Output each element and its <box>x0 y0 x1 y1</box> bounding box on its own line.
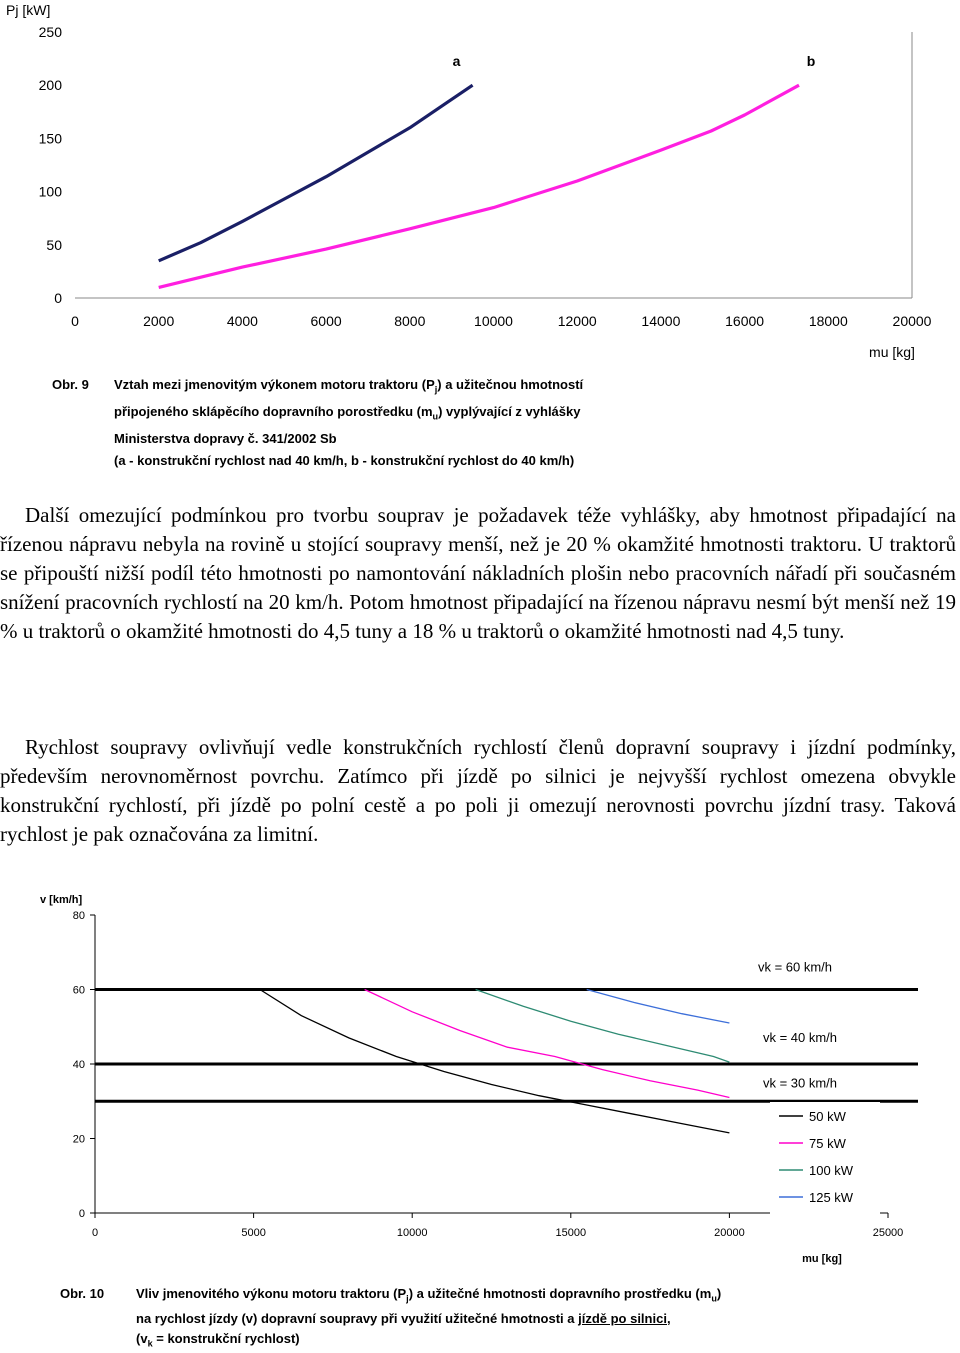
figure-2 <box>0 880 960 1280</box>
x-tick-label: 10000 <box>396 1227 428 1239</box>
x-axis-title: mu [kg] <box>869 344 915 360</box>
legend-label: 125 kW <box>809 1190 854 1205</box>
y-tick-label: 200 <box>38 77 62 94</box>
y-tick-label: 100 <box>38 183 62 200</box>
y-tick-label: 20 <box>72 1133 85 1146</box>
figure-2-caption-line1: Vliv jmenovitého výkonu motoru traktoru $(P_j)$ a užitečné hmotnosti dopravního prostředku $(m_u)$ <box>136 1286 722 1304</box>
x-tick-label: 0 <box>71 313 79 329</box>
y-tick-label: 40 <box>72 1059 85 1071</box>
y-tick-label: 0 <box>78 1208 85 1220</box>
paragraph-2-text: Rychlost soupravy ovlivňují vedle konstrukčních rychlostí členů dopravní soupravy i jízdní podmínky, především nerovnoměrnost povrchu. Zatímco při jízdě po silnici je nejvyšší rychlost omezena obvykle konstrukční rychlostí, při jízdě po polní cestě a po poli ji omezují nerovnosti povrchu jízdní trasy. Taková rychlost je pak označována za limitní. <box>0 735 956 846</box>
y-tick-label: 250 <box>38 24 62 40</box>
figure-1 <box>0 0 960 370</box>
figure-2-chart <box>0 880 960 1280</box>
figure-1-caption-line2: připojeného sklápěcího dopravního porostředku $(m_u)$ vyplývající z vyhlášky <box>114 404 581 422</box>
series-label-a: a <box>452 53 461 69</box>
x-tick-label: 20000 <box>714 1227 745 1239</box>
y-tick-label: 50 <box>46 236 62 253</box>
figure-2-caption-line2: na rychlost jízdy (v) dopravní soupravy při využití užitečné hmotnosti a jízdě po silnici, <box>136 1310 671 1326</box>
x-tick-label: 6000 <box>310 313 342 329</box>
paragraph-1-text: Další omezující podmínkou pro tvorbu souprav je požadavek téže vyhlášky, aby hmotnost připadající na řízenou nápravu nebyla na rovině u stojící soupravy menší, než je 20 % okamžité hmotnosti traktoru. U traktorů se připouští nižší podíl této hmotnosti po namontování nákladních plošin nebo pracovních nářadí při současném snížení pracovních rychlostí na 20 km/h. Potom hmotnost připadající na řízenou nápravu nesmí být menší než 19 % u traktorů o okamžité hmotnosti do 4,5 tuny a 18 % u traktorů o okamžité hmotnosti nad 4,5 tuny. <box>0 503 956 643</box>
series-line-a <box>159 85 473 261</box>
y-tick-label: 80 <box>72 910 85 922</box>
figure-1-caption-line4: (a - konstrukční rychlost nad 40 km/h, b - konstrukční rychlost do 40 km/h) <box>114 452 575 468</box>
limit-label: vk = 40 km/h <box>762 1030 838 1045</box>
x-tick-label: 15000 <box>555 1227 587 1239</box>
figure-1-caption-label: Obr. 9 <box>52 377 89 392</box>
figure-2-caption-label: Obr. 10 <box>60 1286 105 1301</box>
legend-label: 100 kW <box>809 1163 854 1178</box>
y-tick-label: 150 <box>38 130 62 147</box>
x-tick-label: 5000 <box>241 1227 266 1239</box>
figure-2-caption-line3: ($v_k$ = konstrukční rychlost) <box>136 1330 300 1349</box>
series-line <box>365 990 730 1098</box>
figure-1-chart <box>0 0 960 370</box>
series-line-b <box>159 85 799 287</box>
series-line <box>476 990 730 1063</box>
series-line <box>587 990 730 1024</box>
figure-1-caption-line1: Vztah mezi jmenovitým výkonem motoru traktoru $(P_j)$ a užitečnou hmotností <box>114 377 584 395</box>
series-label-b: b <box>806 53 816 69</box>
legend-label: 75 kW <box>809 1136 846 1151</box>
y-axis-title: Pj [kW] <box>6 2 51 18</box>
y-tick-label: 0 <box>54 290 62 306</box>
x-tick-label: 2000 <box>143 313 175 329</box>
x-axis-title: mu [kg] <box>802 1253 842 1265</box>
x-tick-label: 0 <box>91 1227 99 1239</box>
series-line <box>260 990 730 1133</box>
limit-label: vk = 30 km/h <box>762 1075 838 1091</box>
x-tick-label: 12000 <box>557 313 597 329</box>
paragraph-1 <box>0 501 956 646</box>
x-tick-label: 10000 <box>474 313 513 329</box>
y-tick-label: 60 <box>72 984 85 997</box>
limit-label: vk = 60 km/h <box>757 959 833 975</box>
x-tick-label: 16000 <box>725 313 765 329</box>
x-tick-label: 4000 <box>226 313 258 329</box>
paragraph-2 <box>0 733 956 849</box>
figure-1-caption-line3: Ministerstva dopravy č. 341/2002 Sb <box>114 431 337 447</box>
figure-2-caption <box>60 1284 860 1353</box>
x-tick-label: 18000 <box>808 313 848 329</box>
legend-label: 50 kW <box>809 1109 846 1124</box>
y-axis-title: v [km/h] <box>40 894 83 906</box>
x-tick-label: 20000 <box>892 313 932 329</box>
x-tick-label: 8000 <box>394 313 426 329</box>
x-tick-label: 14000 <box>641 313 681 329</box>
x-tick-label: 25000 <box>872 1227 904 1239</box>
figure-1-caption <box>52 374 752 471</box>
